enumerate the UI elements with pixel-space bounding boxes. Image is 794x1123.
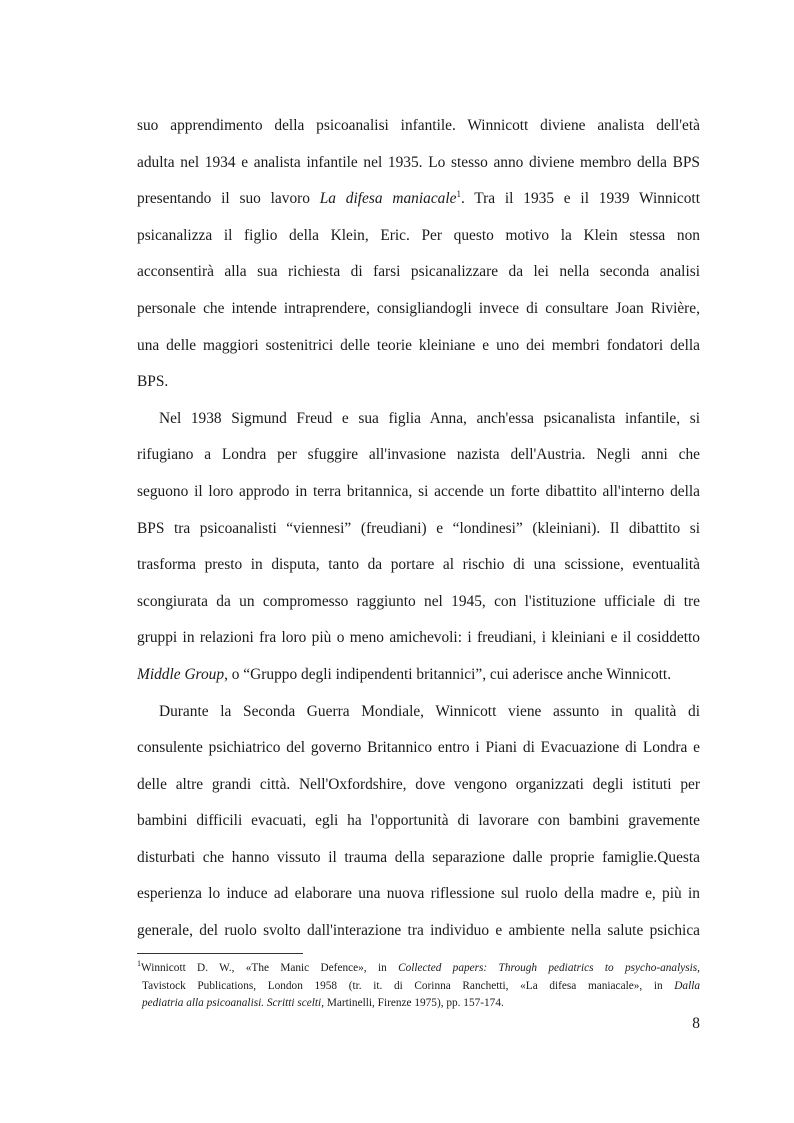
text-line: adulta nel 1934 e analista infantile nel 1935. Lo stesso anno diviene membro della BPS [137,153,700,171]
footnote-ref[interactable]: 1 [456,189,461,200]
text-line: trasforma presto in disputa, tanto da portare al rischio di una scissione, eventualità [137,556,700,574]
text-line: BPS. [137,373,169,391]
text-line: presentando il suo lavoro La difesa maniacale$^1$. Tra il 1935 e il 1939 Winnicott [137,189,700,208]
text-line: consulente psichiatrico del governo Britannico entro i Piani di Evacuazione di Londra e [137,739,700,757]
text-line: bambini difficili evacuati, egli ha l'opportunità di lavorare con bambini gravemente [137,812,700,830]
text-line: scongiurata da un compromesso raggiunto nel 1945, con l'istituzione ufficiale di tre [137,592,700,610]
italic-title: La difesa maniacale [319,190,457,208]
text-line: BPS tra psicoanalisti “viennesi” (freudiani) e “londinesi” (kleiniani). Il dibattito si [137,519,700,537]
text-line: acconsentirà alla sua richiesta di farsi psicanalizzare da lei nella seconda analisi [137,263,700,281]
text-line: rifugiano a Londra per sfuggire all'invasione nazista dell'Austria. Negli anni che [137,446,700,464]
footnote-marker: 1 [137,960,141,969]
footnote-line: $^1$Winnicott D. W., «The Manic Defence», in Collected papers: Through pediatrics to psycho-analysis, [137,960,700,974]
text-line: Nel 1938 Sigmund Freud e sua figlia Anna, anch'essa psicanalista infantile, si [159,409,700,427]
text-line: psicanalizza il figlio della Klein, Eric. Per questo motivo la Klein stessa non [137,226,700,244]
text-line: esperienza lo induce ad elaborare una nuova riflessione sul ruolo della madre e, più in [137,885,700,903]
text-line: Durante la Seconda Guerra Mondiale, Winnicott viene assunto in qualità di [159,702,700,720]
footnote-line: pediatria alla psicoanalisi. Scritti scelti, Martinelli, Firenze 1975), pp. 157-174. [142,997,504,1009]
text-line: disturbati che hanno vissuto il trauma della separazione dalle proprie famiglie.Questa [137,848,700,866]
text-line: personale che intende intraprendere, consigliandogli invece di consultare Joan Rivière, [137,299,700,317]
text-line: Middle Group, o “Gruppo degli indipendenti britannici”, cui aderisce anche Winnicott. [137,665,672,683]
footnote-line: Tavistock Publications, London 1958 (tr. it. di Corinna Ranchetti, «La difesa maniacale», in Dalla [142,979,700,992]
page-number: 8 [692,1015,700,1032]
body-text [137,108,700,950]
footnote-separator [137,953,303,954]
footnote [137,960,700,1013]
text-line: delle altre grandi città. Nell'Oxfordshire, dove vengono organizzati degli istituti per [137,775,700,793]
text-line: generale, del ruolo svolto dall'interazione tra individuo e ambiente nella salute psichica [137,922,700,940]
text-line: seguono il loro approdo in terra britannica, si accende un forte dibattito all'interno della [137,482,700,500]
text-line: suo apprendimento della psicoanalisi infantile. Winnicott diviene analista dell'età [137,117,700,134]
text-line: gruppi in relazioni fra loro più o meno amichevoli: i freudiani, i kleiniani e il cosiddetto [137,629,700,647]
italic-term: Middle Group [137,665,225,683]
text-line: una delle maggiori sostenitrici delle teorie kleiniane e uno dei membri fondatori della [137,336,700,354]
